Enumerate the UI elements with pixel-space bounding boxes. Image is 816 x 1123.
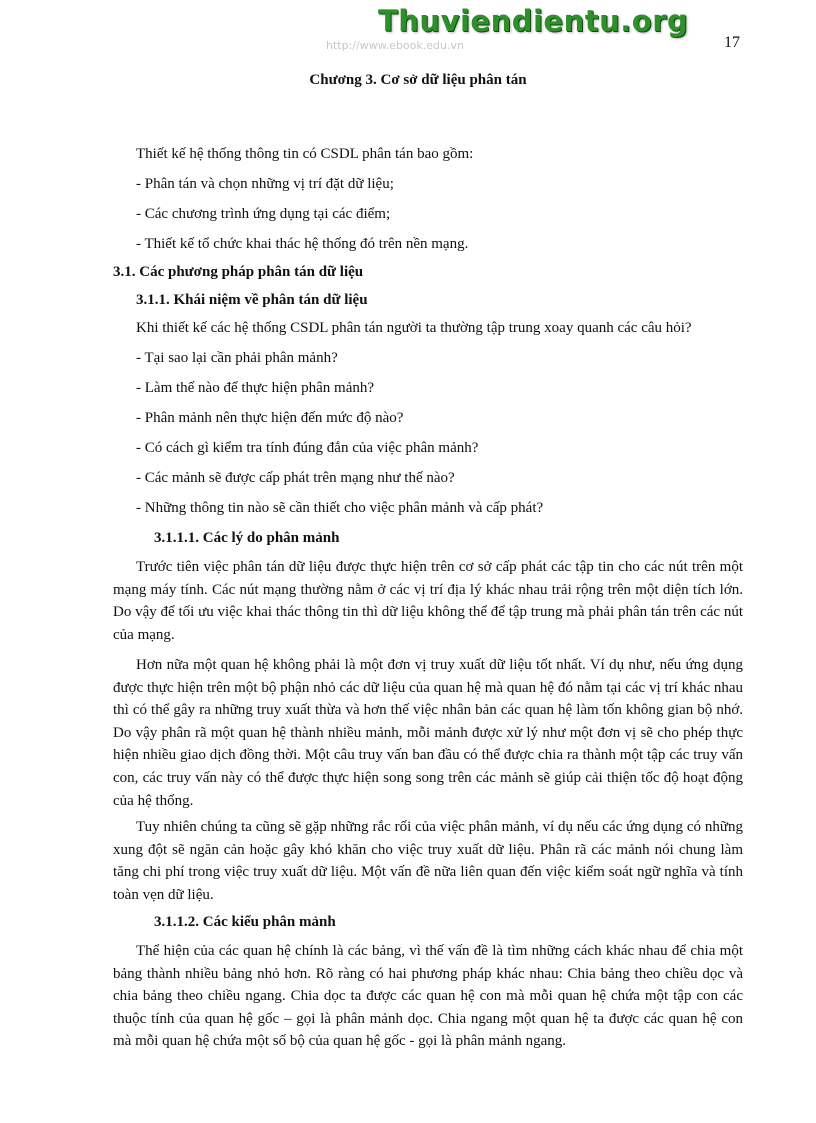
intro-item: - Thiết kế tổ chức khai thác hệ thống đó trên nền mạng. — [136, 236, 469, 252]
question-item: - Tại sao lại cần phải phân mảnh? — [136, 350, 338, 366]
section-heading-3-1-1-1: 3.1.1.1. Các lý do phân mảnh — [154, 530, 340, 546]
watermark-url: http://www.ebook.edu.vn — [326, 39, 464, 52]
question-item: - Có cách gì kiểm tra tính đúng đắn của việc phân mảnh? — [136, 440, 479, 456]
intro-lead: Thiết kế hệ thống thông tin có CSDL phân tán bao gồm: — [136, 146, 474, 162]
site-logo: Thuviendientu.org — [378, 4, 689, 38]
intro-item: - Phân tán và chọn những vị trí đặt dữ liệu; — [136, 176, 394, 192]
question-item: - Những thông tin nào sẽ cần thiết cho việc phân mảnh và cấp phát? — [136, 500, 544, 516]
intro-item: - Các chương trình ứng dụng tại các điểm; — [136, 206, 391, 222]
body-paragraph: Trước tiên việc phân tán dữ liệu được thực hiện trên cơ sở cấp phát các tập tin cho các nút trên một mạng máy tính. Các nút mạng thường nằm ở các vị trí địa lý khác nhau trải rộng trên một diện tích lớn. Do vậy để tối ưu việc khai thác thông tin thì dữ liệu không thể để tập trung mà phải phân tán trên các nút của mạng. — [113, 559, 743, 643]
question-item: - Làm thế nào để thực hiện phân mảnh? — [136, 380, 375, 396]
section-heading-3-1: 3.1. Các phương pháp phân tán dữ liệu — [113, 264, 364, 280]
body-paragraph: Tuy nhiên chúng ta cũng sẽ gặp những rắc rối của việc phân mảnh, ví dụ nếu các ứng dụng có những xung đột sẽ ngăn cản hoặc gây khó khăn cho việc truy xuất dữ liệu. Phân rã các mảnh nói chung làm tăng chi phí trong việc truy xuất dữ liệu. Một vấn đề nữa liên quan đến việc kiểm soát ngữ nghĩa và tính toàn vẹn dữ liệu. — [113, 819, 743, 903]
section-lead: Khi thiết kế các hệ thống CSDL phân tán người ta thường tập trung xoay quanh các câu hỏi? — [136, 320, 692, 336]
section-heading-3-1-1-2: 3.1.1.2. Các kiểu phân mảnh — [154, 914, 336, 930]
section-heading-3-1-1: 3.1.1. Khái niệm về phân tán dữ liệu — [136, 292, 368, 308]
question-item: - Phân mảnh nên thực hiện đến mức độ nào? — [136, 410, 404, 426]
question-item: - Các mảnh sẽ được cấp phát trên mạng như thế nào? — [136, 470, 455, 486]
chapter-title: Chương 3. Cơ sở dữ liệu phân tán — [309, 72, 527, 88]
body-paragraph: Thể hiện của các quan hệ chính là các bảng, vì thế vấn đề là tìm những cách khác nhau để chia một bảng thành nhiều bảng nhỏ hơn. Rõ ràng có hai phương pháp khác nhau: Chia bảng theo chiều dọc và chia bảng theo chiều ngang. Chia dọc ta được các quan hệ con mà mỗi quan hệ chứa một tập con các thuộc tính của quan hệ gốc – gọi là phân mảnh dọc. Chia ngang một quan hệ ta được các quan hệ con mà mỗi quan hệ chứa một số bộ của quan hệ gốc - gọi là phân mảnh ngang. — [113, 943, 743, 1050]
body-paragraph: Hơn nữa một quan hệ không phải là một đơn vị truy xuất dữ liệu tốt nhất. Ví dụ như, nếu ứng dụng được thực hiện trên một bộ phận nhỏ các dữ liệu của quan hệ mà quan hệ đó nằm tại các vị trí khác nhau thì có thể gây ra những truy xuất thừa và hơn thế việc nhân bản các quan hệ làm tốn không gian bộ nhớ. Do vậy phân rã một quan hệ thành nhiều mảnh, mỗi mảnh được xử lý như một đơn vị sẽ cho phép thực hiện nhiều giao dịch đồng thời. Một câu truy vấn ban đầu có thể được chia ra thành một tập các truy vấn con, các truy vấn này có thể được thực hiện song song trên các mảnh sẽ giúp cải thiện tốc độ hoạt động của hệ thống. — [113, 657, 743, 809]
page-number: 17 — [724, 34, 740, 51]
